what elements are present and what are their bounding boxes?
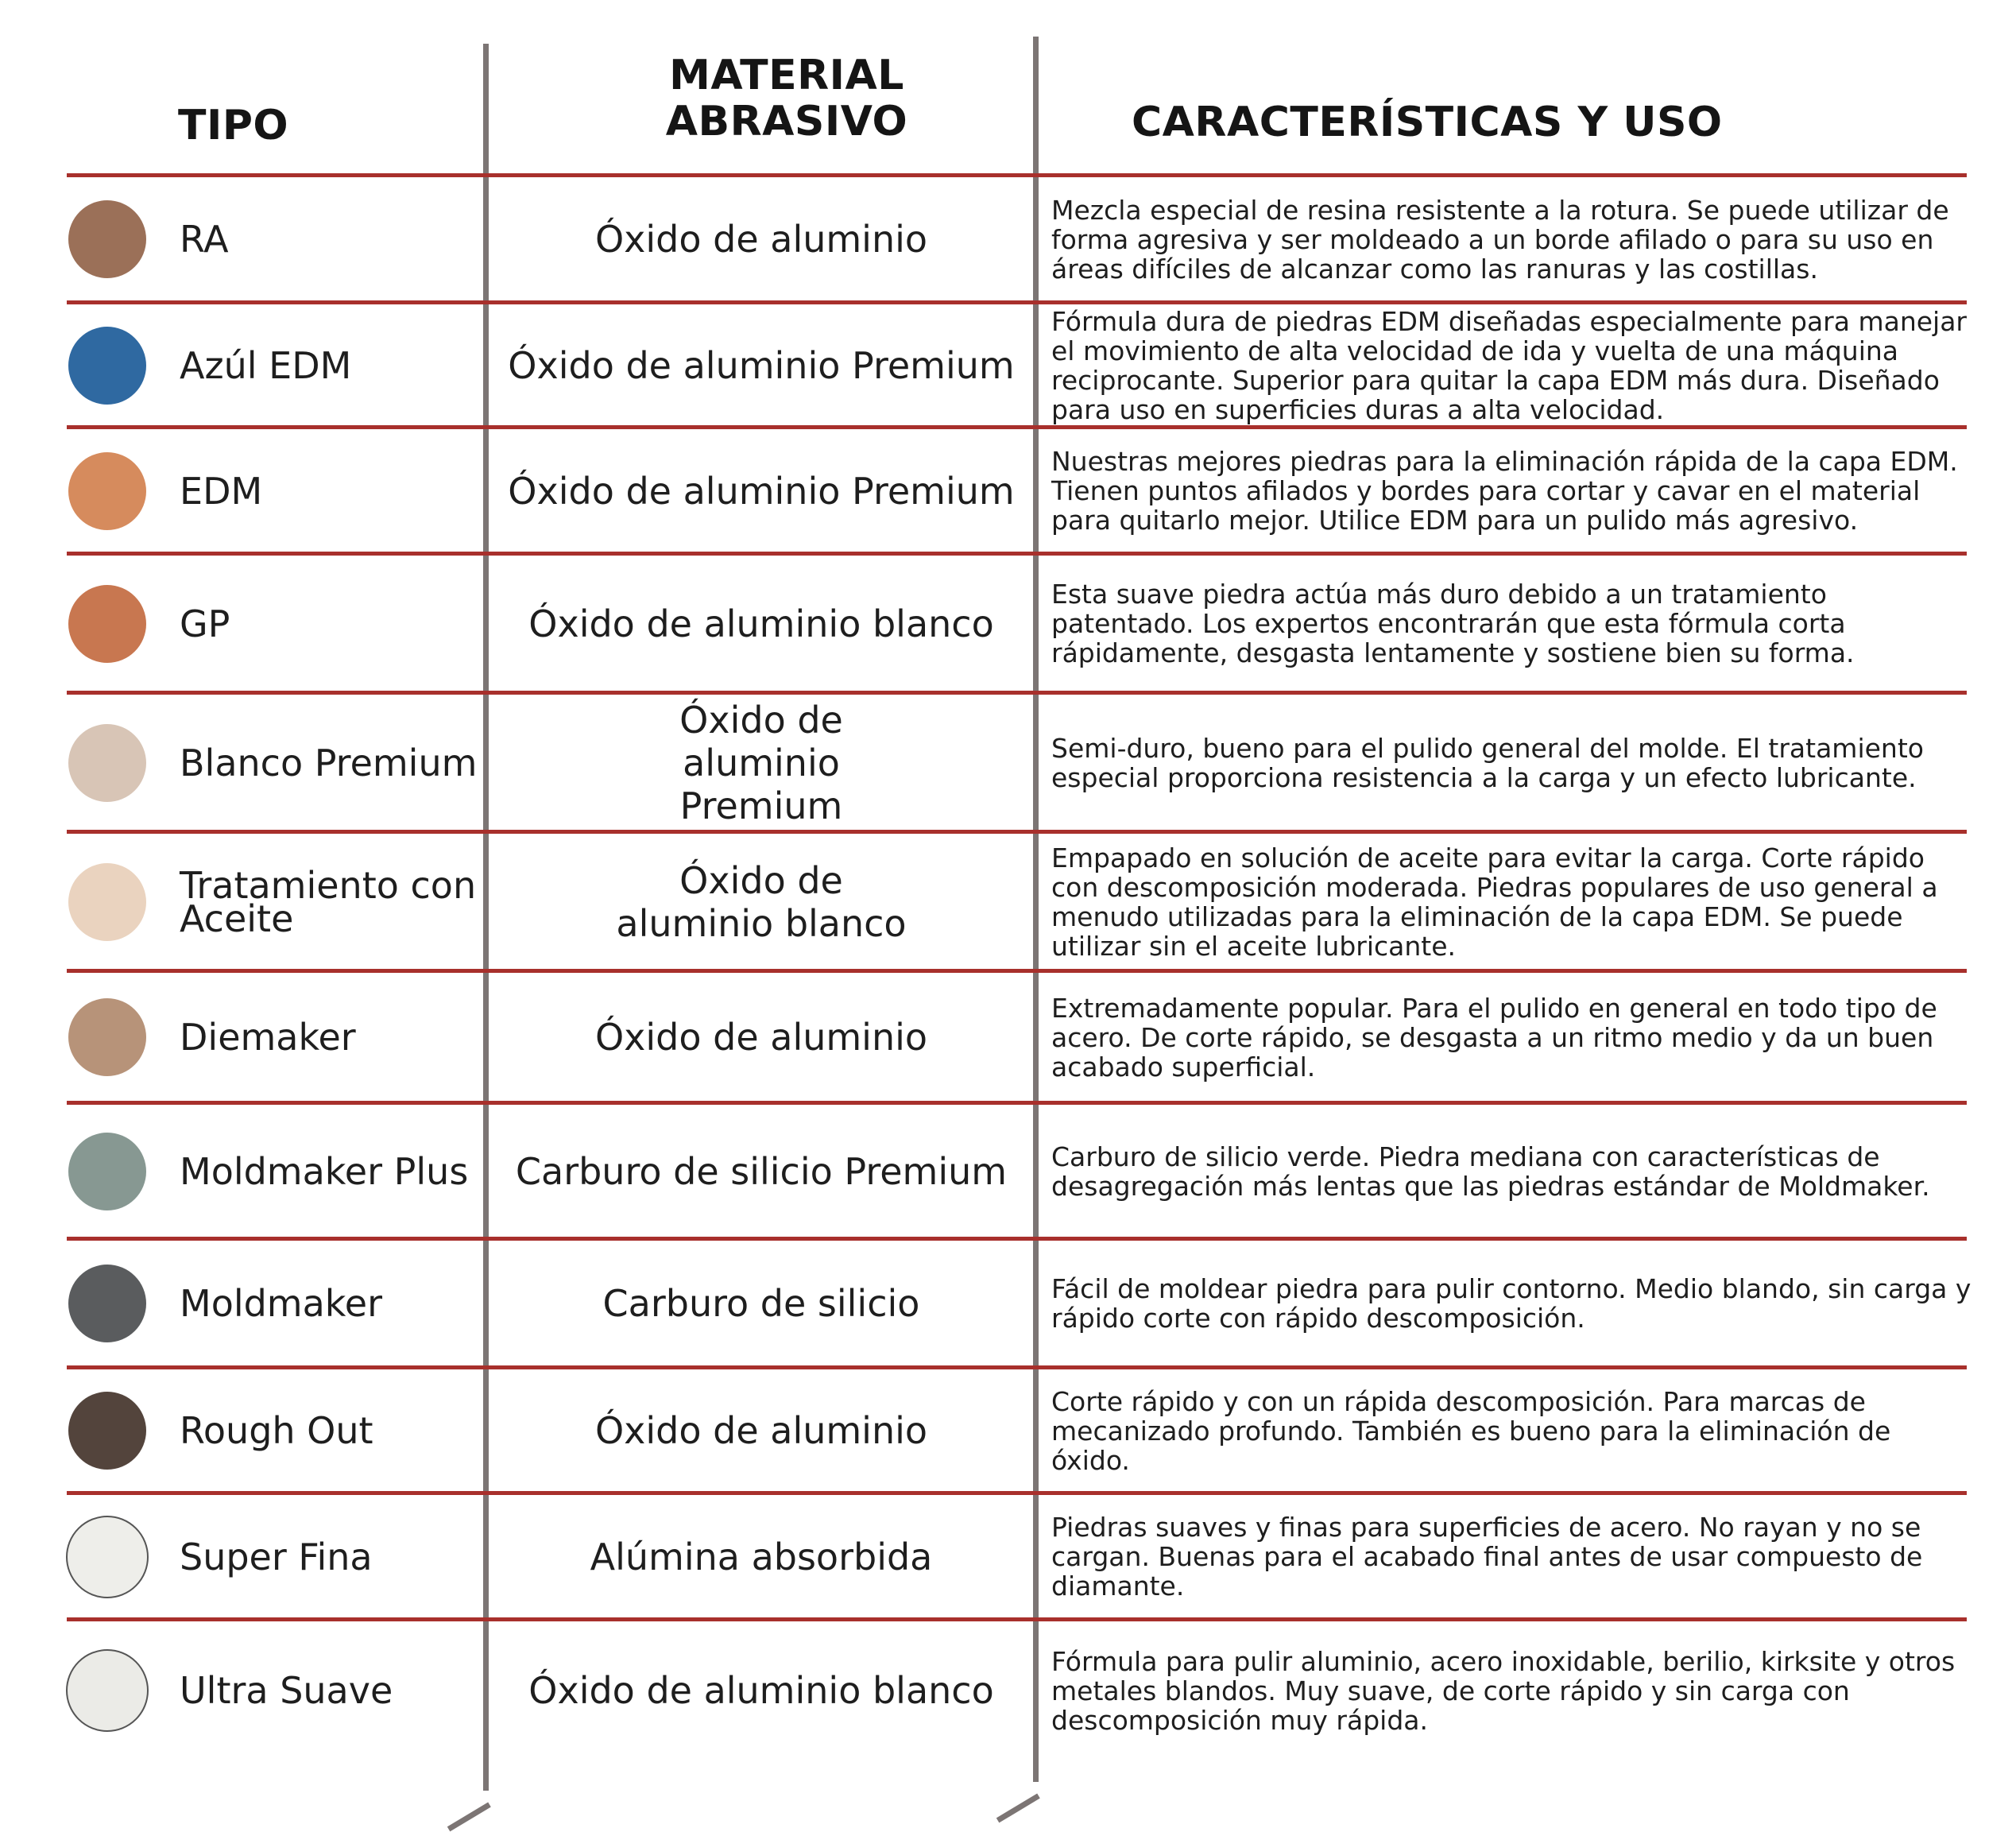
- header-material-line1: MATERIAL: [669, 52, 904, 99]
- abrasive-material: [489, 974, 1033, 1101]
- stone-type-label: Ultra Suave: [180, 1669, 393, 1712]
- stone-type-label: Moldmaker Plus: [180, 1149, 469, 1193]
- stone-type: [180, 835, 482, 969]
- header-tipo: TIPO: [178, 102, 289, 149]
- stone-type-label: Super Fina: [180, 1535, 373, 1578]
- abrasive-material-label: Óxido de aluminio blanco: [616, 858, 907, 945]
- abrasive-material: [489, 305, 1033, 425]
- characteristics-text: Semi-duro, bueno para el pulido general del molde. El tratamiento especial proporciona resistencia a la carga y un efecto lubricante.: [1051, 732, 1924, 793]
- table-row: [0, 974, 2016, 1101]
- stone-color-swatch: [68, 1265, 146, 1342]
- characteristics-text: Fácil de moldear piedra para pulir contorno. Medio blando, sin carga y rápido corte con rápido descomposición.: [1051, 1273, 1972, 1334]
- abrasive-material: [489, 835, 1033, 969]
- characteristics-text: Fórmula para pulir aluminio, acero inoxidable, berilio, kirksite y otros metales blandos. Muy suave, de corte rápido y sin carga con descomposición muy rápida.: [1051, 1645, 1956, 1736]
- stone-color-swatch: [68, 200, 146, 278]
- stone-type-label: Rough Out: [180, 1409, 373, 1452]
- row-rule: [67, 1237, 1967, 1241]
- characteristics-and-use: [1051, 1496, 1973, 1617]
- characteristics-and-use: [1051, 835, 1973, 969]
- stone-color-swatch: [66, 1649, 149, 1732]
- abrasive-material: [489, 1241, 1033, 1365]
- stone-type: [180, 1496, 482, 1617]
- stone-color-swatch: [68, 863, 146, 941]
- table-row: [0, 1370, 2016, 1491]
- stone-color-swatch: [68, 585, 146, 663]
- abrasive-material-label: Óxido de aluminio blanco: [528, 1669, 994, 1712]
- row-rule: [67, 300, 1967, 304]
- characteristics-and-use: [1051, 1370, 1973, 1491]
- stone-type-label: Blanco Premium: [180, 741, 478, 784]
- stone-color-swatch: [68, 998, 146, 1076]
- abrasive-material: [489, 430, 1033, 552]
- stone-type: [180, 430, 482, 552]
- stone-type: [180, 1241, 482, 1365]
- row-rule: [67, 552, 1967, 556]
- column-divider-1-foot: [447, 1803, 491, 1832]
- abrasive-material-label: Alúmina absorbida: [590, 1535, 933, 1578]
- row-rule: [67, 173, 1967, 177]
- stone-type: [180, 1370, 482, 1491]
- table-row: [0, 1622, 2016, 1759]
- stone-type-label: Azúl EDM: [180, 343, 352, 387]
- abrasive-material-label: Carburo de silicio: [602, 1282, 920, 1325]
- stone-type-label: EDM: [180, 469, 263, 513]
- table-row: [0, 556, 2016, 691]
- stone-color-swatch: [68, 724, 146, 802]
- stone-type-label: RA: [180, 218, 229, 261]
- characteristics-and-use: [1051, 695, 1973, 830]
- stone-type: [180, 695, 482, 830]
- stone-type: [180, 178, 482, 300]
- stone-type: [180, 1622, 482, 1759]
- stone-type-label: Diemaker: [180, 1016, 356, 1059]
- stone-color-swatch: [68, 327, 146, 405]
- characteristics-text: Fórmula dura de piedras EDM diseñadas especialmente para manejar el movimiento de alta velocidad de ida y vuelta de una máquina reciprocante. Superior para quitar la capa EDM más dura. Diseñado para uso en superficies duras a alta velocidad.: [1051, 305, 1968, 425]
- characteristics-and-use: [1051, 430, 1973, 552]
- table-row: [0, 695, 2016, 830]
- stone-type: [180, 1106, 482, 1237]
- table-row: [0, 1241, 2016, 1365]
- abrasive-material: [489, 695, 1033, 830]
- row-rule: [67, 969, 1967, 973]
- column-divider-2-foot: [996, 1794, 1040, 1823]
- abrasive-material: [489, 1496, 1033, 1617]
- characteristics-text: Mezcla especial de resina resistente a la rotura. Se puede utilizar de forma agresiva y ser moldeado a un borde afilado o para su uso en áreas difíciles de alcanzar como las ranuras y las costillas.: [1051, 194, 1949, 285]
- stone-color-swatch: [66, 1516, 149, 1598]
- stone-type-label: Tratamiento con Aceite: [180, 863, 477, 940]
- characteristics-and-use: [1051, 1241, 1973, 1365]
- header-material-abrasivo: [493, 52, 1081, 145]
- abrasive-material: [489, 178, 1033, 300]
- characteristics-text: Extremadamente popular. Para el pulido en general en todo tipo de acero. De corte rápido, se desgasta a un ritmo medio y da un buen acabado superficial.: [1051, 992, 1937, 1083]
- abrasive-material-label: Óxido de aluminio blanco: [528, 602, 994, 645]
- table-row: [0, 178, 2016, 300]
- stone-color-swatch: [68, 452, 146, 530]
- stone-type: [180, 556, 482, 691]
- abrasive-material-label: Óxido de aluminio Premium: [679, 698, 843, 827]
- stone-color-swatch: [68, 1392, 146, 1470]
- abrasive-material-label: Óxido de aluminio: [594, 218, 928, 261]
- abrasive-material-label: Carburo de silicio Premium: [515, 1149, 1008, 1193]
- table-row: [0, 1496, 2016, 1617]
- row-rule: [67, 1365, 1967, 1369]
- characteristics-text: Esta suave piedra actúa más duro debido a un tratamiento patentado. Los expertos encontrarán que esta fórmula corta rápidamente, desgasta lentamente y sostiene bien su forma.: [1051, 579, 1855, 668]
- header-caracteristicas: CARACTERÍSTICAS Y USO: [1132, 99, 1723, 146]
- table-row: [0, 305, 2016, 425]
- characteristics-text: Piedras suaves y finas para superficies de acero. No rayan y no se cargan. Buenas para el acabado final antes de usar compuesto de diamante.: [1051, 1512, 1923, 1602]
- abrasive-material: [489, 1106, 1033, 1237]
- characteristics-and-use: [1051, 556, 1973, 691]
- stone-type: [180, 305, 482, 425]
- table-row: [0, 430, 2016, 552]
- stone-type-label: Moldmaker: [180, 1282, 383, 1325]
- characteristics-and-use: [1051, 1622, 1973, 1759]
- characteristics-text: Corte rápido y con un rápida descomposición. Para marcas de mecanizado profundo. También es bueno para la eliminación de óxido.: [1051, 1385, 1891, 1476]
- abrasive-material-label: Óxido de aluminio Premium: [508, 469, 1015, 513]
- stone-color-swatch: [68, 1133, 146, 1210]
- characteristics-and-use: [1051, 305, 1973, 425]
- abrasive-material-label: Óxido de aluminio: [594, 1016, 928, 1059]
- characteristics-and-use: [1051, 1106, 1973, 1237]
- abrasive-material: [489, 1370, 1033, 1491]
- abrasive-material-label: Óxido de aluminio: [594, 1409, 928, 1452]
- row-rule: [67, 691, 1967, 695]
- row-rule: [67, 1101, 1967, 1105]
- characteristics-text: Empapado en solución de aceite para evitar la carga. Corte rápido con descomposición moderada. Piedras populares de uso general a menudo utilizadas para la eliminación de la capa EDM. Se puede utilizar sin el aceite lubricante.: [1051, 842, 1938, 962]
- stone-type: [180, 974, 482, 1101]
- stone-type-label: GP: [180, 602, 230, 645]
- abrasive-material: [489, 556, 1033, 691]
- table-row: [0, 835, 2016, 969]
- characteristics-and-use: [1051, 178, 1973, 300]
- characteristics-and-use: [1051, 974, 1973, 1101]
- abrasive-material: [489, 1622, 1033, 1759]
- characteristics-text: Carburo de silicio verde. Piedra mediana con características de desagregación más lentas que las piedras estándar de Moldmaker.: [1051, 1141, 1930, 1202]
- row-rule: [67, 1617, 1967, 1621]
- row-rule: [67, 1491, 1967, 1495]
- table-row: [0, 1106, 2016, 1237]
- characteristics-text: Nuestras mejores piedras para la eliminación rápida de la capa EDM. Tienen puntos afilados y bordes para cortar y cavar en el material para quitarlo mejor. Utilice EDM para un pulido más agresivo.: [1051, 446, 1958, 536]
- abrasive-material-label: Óxido de aluminio Premium: [508, 343, 1015, 387]
- header-material-line2: ABRASIVO: [665, 98, 908, 145]
- row-rule: [67, 830, 1967, 834]
- row-rule: [67, 425, 1967, 429]
